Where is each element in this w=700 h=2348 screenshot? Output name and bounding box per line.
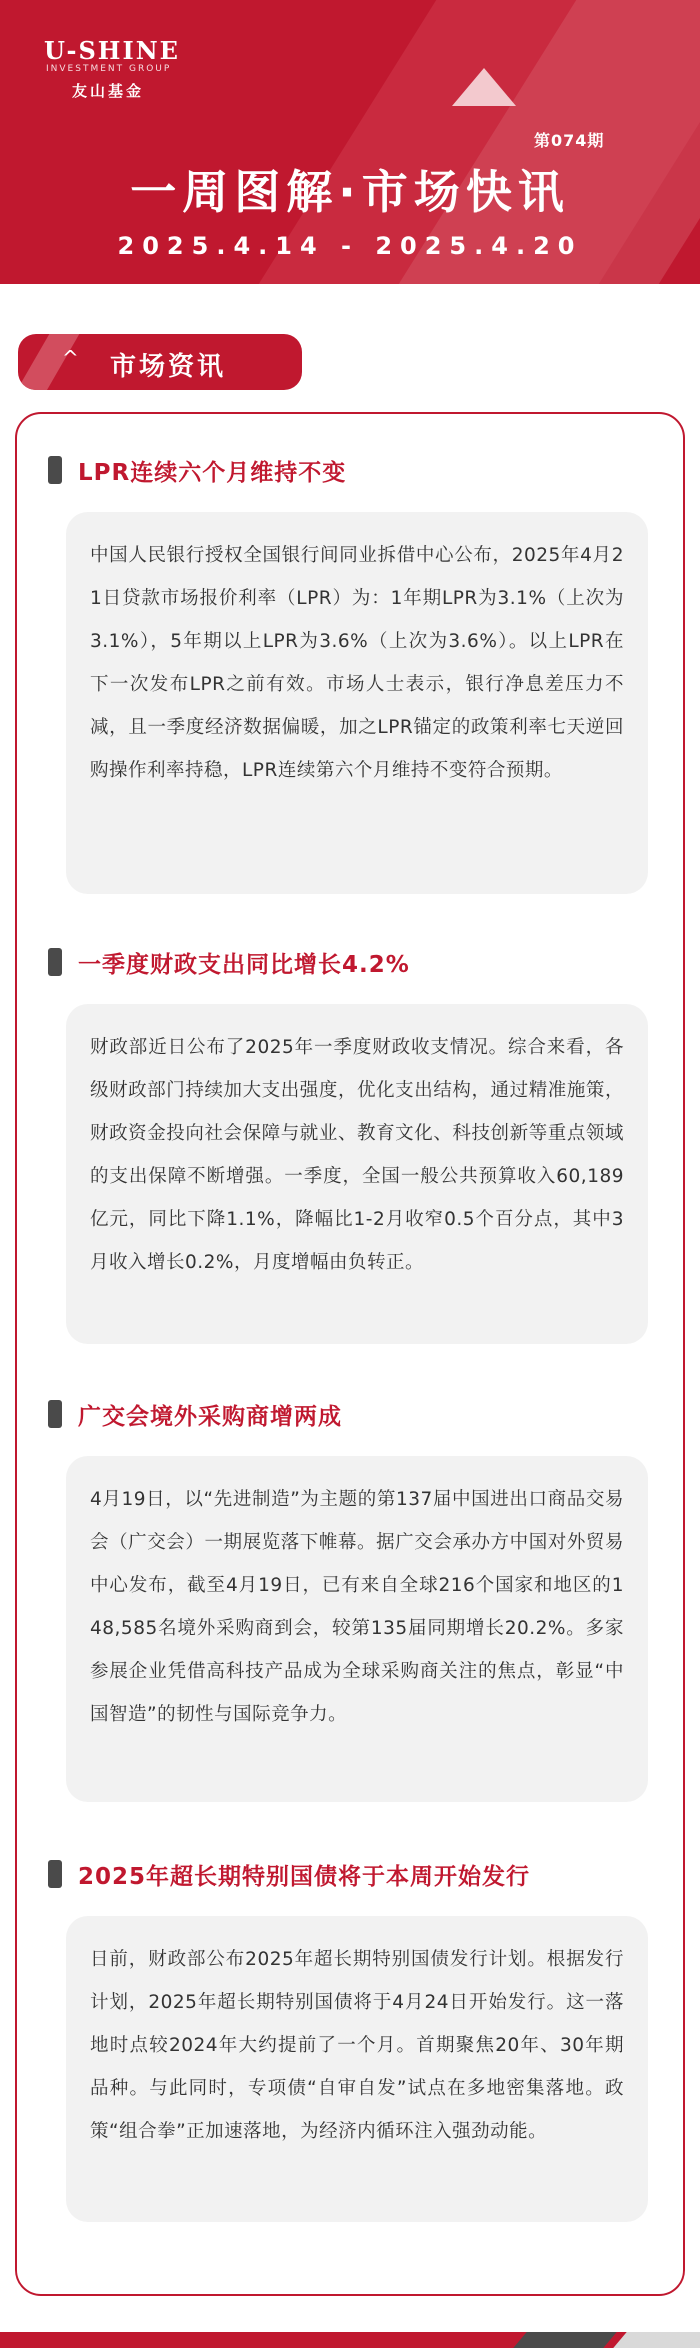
title-bar-icon: [48, 948, 62, 976]
footer-bar: [0, 2332, 700, 2348]
article-title: [48, 454, 346, 486]
article-body-box: [66, 1456, 648, 1802]
header-banner: [0, 0, 700, 284]
article-body: 日前，财政部公布2025年超长期特别国债发行计划。根据发行计划，2025年超长期特别国债将于4月24日开始发行。这一落地时点较2024年大约提前了一个月。首期聚焦20年、30年期品种。与此同时，专项债“自审自发”试点在多地密集落地。政策“组合拳”正加速落地，为经济内循环注入强劲动能。: [90, 1949, 624, 2142]
section-tab: [18, 334, 302, 390]
article-body: 4月19日，以“先进制造”为主题的第137届中国进出口商品交易会（广交会）一期展览落下帷幕。据广交会承办方中国对外贸易中心发布，截至4月19日，已有来自全球216个国家和地区的148,585名境外采购商到会，较第135届同期增长20.2%。多家参展企业凭借高科技产品成为全球采购商关注的焦点，彰显“中国智造”的韧性与国际竞争力。: [90, 1489, 624, 1725]
title-bar-icon: [48, 456, 62, 484]
article-title: [48, 946, 410, 978]
triangle-decoration-icon: [452, 68, 516, 106]
article-body-box: [66, 512, 648, 894]
footer-stripe: [513, 2332, 616, 2348]
title-bar-icon: [48, 1400, 62, 1428]
section-label: 市场资讯: [110, 352, 227, 382]
article-title-text: 2025年超长期特别国债将于本周开始发行: [78, 1863, 531, 1890]
issue-number: 第074期: [534, 131, 605, 150]
title-bar-icon: [48, 1860, 62, 1888]
article-body: 中国人民银行授权全国银行间同业拆借中心公布，2025年4月21日贷款市场报价利率（LPR）为：1年期LPR为3.1%（上次为3.1%），5年期以上LPR为3.6%（上次为3.6%）。以上LPR在下一次发布LPR之前有效。市场人士表示，银行净息差压力不减，且一季度经济数据偏暖，加之LPR锚定的政策利率七天逆回购操作利率持稳，LPR连续第六个月维持不变符合预期。: [90, 545, 624, 781]
date-range: 2025.4.14 - 2025.4.20: [117, 232, 583, 260]
article-title: [48, 1858, 530, 1890]
footer-stripe: [613, 2332, 700, 2348]
article-body-box: [66, 1004, 648, 1344]
caret-up-icon: ^: [62, 346, 79, 370]
article-title-text: 广交会境外采购商增两成: [78, 1403, 342, 1430]
article-title-text: LPR连续六个月维持不变: [78, 459, 347, 486]
logo-english: U-SHINE: [44, 36, 180, 65]
article-title-text: 一季度财政支出同比增长4.2%: [78, 951, 410, 978]
article-body: 财政部近日公布了2025年一季度财政收支情况。综合来看，各级财政部门持续加大支出强度，优化支出结构，通过精准施策，财政资金投向社会保障与就业、教育文化、科技创新等重点领域的支出保障不断增强。一季度，全国一般公共预算收入60,189亿元，同比下降1.1%，降幅比1-2月收窄0.5个百分点，其中3月收入增长0.2%，月度增幅由负转正。: [90, 1037, 624, 1273]
page-title: 一周图解·市场快讯: [130, 165, 570, 219]
logo-subtitle: INVESTMENT GROUP: [46, 64, 172, 74]
article-title: [48, 1398, 342, 1430]
logo-chinese: 友山基金: [72, 82, 145, 100]
article-body-box: [66, 1916, 648, 2222]
